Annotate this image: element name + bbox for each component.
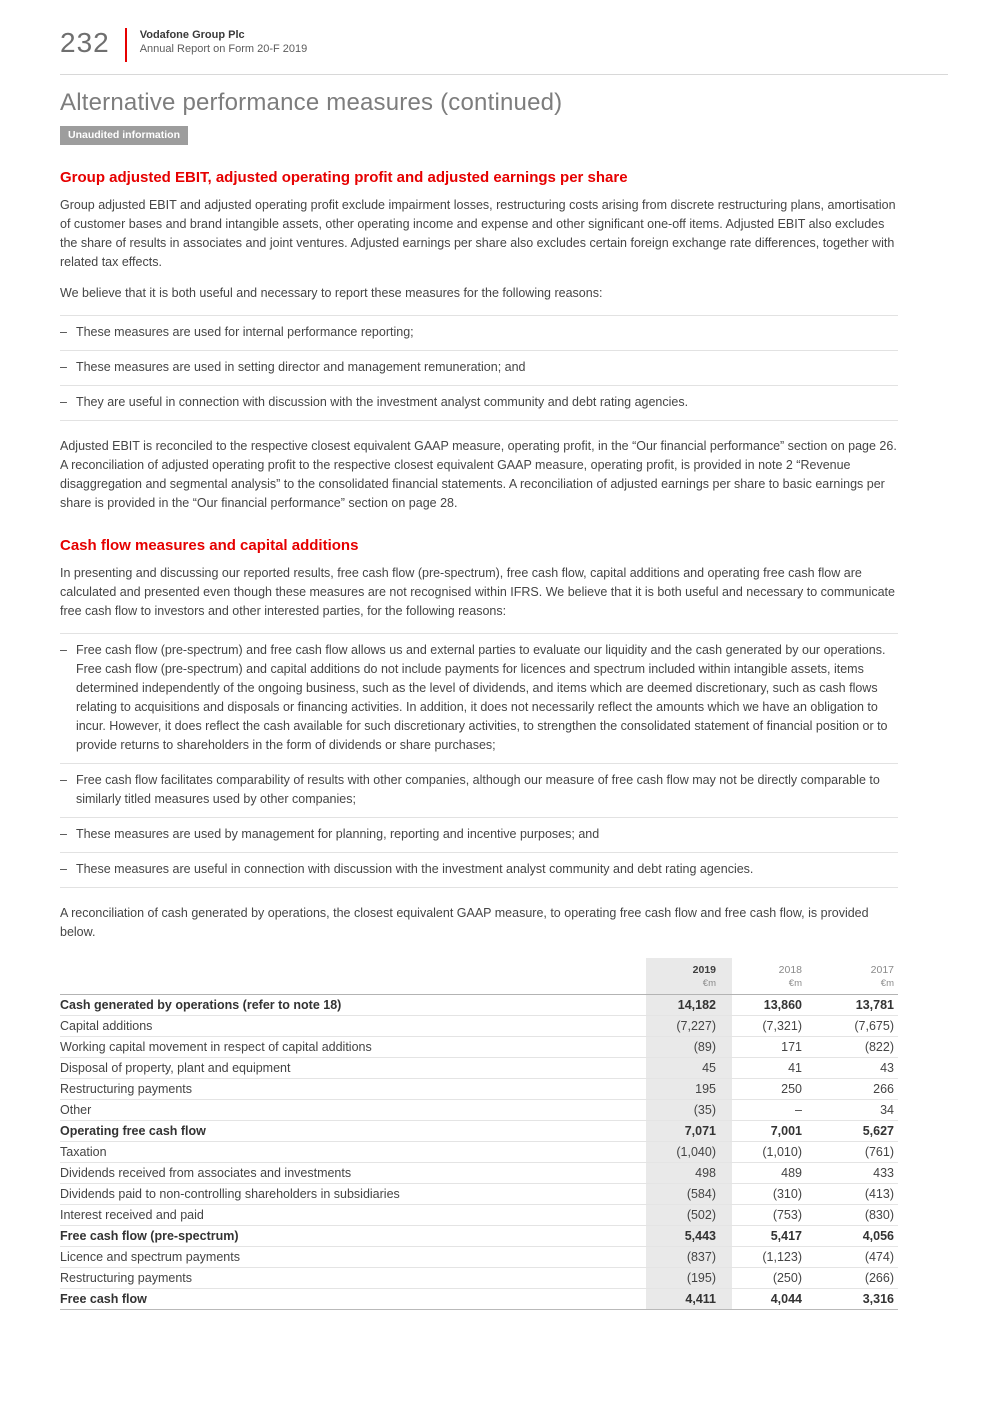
row-label: Working capital movement in respect of capital additions — [60, 1039, 372, 1054]
cell-2018: (250) — [772, 1270, 802, 1285]
page-content — [60, 169, 898, 1310]
bullet-text: These measures are used by management for planning, reporting and incentive purposes; and — [75, 827, 600, 841]
cell-2019: 5,443 — [646, 1225, 732, 1246]
cell-2017: (413) — [864, 1186, 894, 1201]
table-header — [60, 958, 898, 994]
cell-2019: 7,071 — [646, 1120, 732, 1141]
cell-2018: 7,001 — [770, 1123, 802, 1138]
cell-2017: (761) — [864, 1144, 894, 1159]
row-label: Interest received and paid — [60, 1207, 204, 1222]
page-header — [60, 26, 948, 62]
cell-2017: (266) — [864, 1270, 894, 1285]
cell-2018: (753) — [772, 1207, 802, 1222]
dash-bullet-icon: – — [60, 395, 67, 409]
year-label: 2019 — [692, 964, 716, 976]
unit-label: €m — [880, 977, 894, 989]
column-header-2017 — [818, 958, 898, 994]
column-header-2018 — [732, 958, 818, 994]
paragraph: Adjusted EBIT is reconciled to the respective closest equivalent GAAP measure, operating profit, in the “Our financial performance” section on page 26. A reconciliation of adjusted operating profit to the respective closest equivalent GAAP measure, operating profit, is provided in note 2 “Revenue disaggregation and segmental analysis” to the consolidated financial statements. A reconciliation of adjusted earnings per share to basic earnings per share is provided in the “Our financial performance” section on page 28. — [60, 439, 897, 510]
unit-label: €m — [788, 977, 802, 989]
table-row — [60, 1225, 898, 1246]
cell-2018: 4,044 — [770, 1291, 802, 1306]
paragraph: We believe that it is both useful and necessary to report these measures for the following reasons: — [60, 286, 603, 300]
row-label: Licence and spectrum payments — [60, 1249, 240, 1264]
page-number: 232 — [60, 27, 110, 58]
table-row — [60, 1204, 898, 1225]
row-label: Free cash flow (pre-spectrum) — [60, 1228, 239, 1243]
cell-2019: (837) — [646, 1246, 732, 1267]
bullet-text: They are useful in connection with discussion with the investment analyst community and debt rating agencies. — [75, 395, 689, 409]
row-label: Dividends received from associates and investments — [60, 1165, 352, 1180]
unit-label: €m — [702, 977, 716, 989]
table-row — [60, 1246, 898, 1267]
company-name: Vodafone Group Plc — [139, 29, 245, 41]
cell-2019: 195 — [646, 1078, 732, 1099]
table-row — [60, 1141, 898, 1162]
table-row — [60, 1120, 898, 1141]
report-name: Annual Report on Form 20-F 2019 — [139, 43, 308, 55]
cell-2017: 43 — [880, 1060, 894, 1075]
paragraph: A reconciliation of cash generated by operations, the closest equivalent GAAP measure, to operating free cash flow and free cash flow, is provided below. — [60, 906, 869, 939]
section-group-adjusted-ebit — [60, 169, 898, 513]
table-row — [60, 1183, 898, 1204]
row-label: Dividends paid to non-controlling shareholders in subsidiaries — [60, 1186, 400, 1201]
cell-2019: (35) — [646, 1099, 732, 1120]
section-cash-flow-measures — [60, 537, 898, 942]
header-text — [140, 26, 308, 55]
row-label: Taxation — [60, 1144, 107, 1159]
cell-2018: 41 — [788, 1060, 802, 1075]
cell-2019: (1,040) — [646, 1141, 732, 1162]
row-label: Restructuring payments — [60, 1270, 193, 1285]
paragraph: In presenting and discussing our reported results, free cash flow (pre-spectrum), free cash flow, capital additions and operating free cash flow are calculated and presented even though these measures are not recognised within IFRS. We believe that it is both useful and necessary to communicate free cash flow to investors and other interested parties, for the following reasons: — [60, 566, 895, 618]
bullet-text: These measures are used for internal performance reporting; — [75, 325, 414, 339]
table-row — [60, 1015, 898, 1036]
cell-2018: 489 — [781, 1165, 802, 1180]
cell-2019: (502) — [646, 1204, 732, 1225]
red-accent-bar — [125, 28, 127, 62]
cell-2017: 34 — [880, 1102, 894, 1117]
row-label: Operating free cash flow — [60, 1123, 206, 1138]
cell-2019: (584) — [646, 1183, 732, 1204]
row-label: Restructuring payments — [60, 1081, 193, 1096]
section-heading: Group adjusted EBIT, adjusted operating profit and adjusted earnings per share — [60, 169, 628, 186]
table-row — [60, 1162, 898, 1183]
cell-2018: (1,010) — [762, 1144, 802, 1159]
year-label: 2017 — [870, 964, 894, 976]
cell-2017: 5,627 — [862, 1123, 894, 1138]
empty-header-cell — [60, 958, 646, 994]
header-rule — [60, 74, 948, 75]
bullet-list — [60, 315, 898, 421]
cell-2019: 45 — [646, 1057, 732, 1078]
section-heading: Cash flow measures and capital additions — [60, 537, 359, 554]
dash-bullet-icon: – — [60, 827, 67, 841]
cell-2018: (310) — [772, 1186, 802, 1201]
list-item — [60, 385, 898, 420]
bullet-text: Free cash flow facilitates comparability of results with other companies, although our measure of free cash flow may not be directly comparable to similarly titled measures used by other companies; — [75, 773, 880, 806]
list-item — [60, 852, 898, 887]
dash-bullet-icon: – — [60, 862, 67, 876]
table-row — [60, 994, 898, 1015]
cell-2017: 13,781 — [855, 997, 894, 1012]
cell-2017: (822) — [864, 1039, 894, 1054]
list-item — [60, 817, 898, 852]
row-label: Free cash flow — [60, 1291, 147, 1306]
bullet-text: These measures are useful in connection with discussion with the investment analyst community and debt rating agencies. — [75, 862, 754, 876]
table-row — [60, 1057, 898, 1078]
row-label: Capital additions — [60, 1018, 153, 1033]
table-row — [60, 1078, 898, 1099]
row-label: Cash generated by operations (refer to note 18) — [60, 997, 342, 1012]
table-row — [60, 1099, 898, 1120]
bullet-list — [60, 633, 898, 888]
row-label: Other — [60, 1102, 92, 1117]
dash-bullet-icon: – — [60, 643, 67, 657]
cell-2017: (7,675) — [854, 1018, 894, 1033]
paragraph: Group adjusted EBIT and adjusted operating profit exclude impairment losses, restructuring costs arising from discrete restructuring plans, amortisation of customer bases and brand intangible assets, other operating income and expense and other significant one-off items. Adjusted EBIT also excludes the share of results in associates and joint ventures. Adjusted earnings per share also excludes certain foreign exchange rate differences, together with related tax effects. — [60, 198, 896, 269]
list-item — [60, 350, 898, 385]
cell-2017: (474) — [864, 1249, 894, 1264]
cell-2019: (89) — [646, 1036, 732, 1057]
cell-2017: 266 — [873, 1081, 894, 1096]
cell-2017: 3,316 — [862, 1291, 894, 1306]
unaudited-badge: Unaudited information — [60, 126, 188, 145]
dash-bullet-icon: – — [60, 773, 67, 787]
cell-2019: (195) — [646, 1267, 732, 1288]
table-body — [60, 994, 898, 1309]
dash-bullet-icon: – — [60, 325, 67, 339]
cell-2018: – — [795, 1102, 802, 1117]
list-item — [60, 763, 898, 817]
cell-2018: 5,417 — [770, 1228, 802, 1243]
table-row — [60, 1288, 898, 1309]
list-item — [60, 633, 898, 763]
column-header-2019 — [646, 958, 732, 994]
list-item — [60, 315, 898, 350]
row-label: Disposal of property, plant and equipment — [60, 1060, 291, 1075]
cell-2018: (7,321) — [762, 1018, 802, 1033]
page-title: Alternative performance measures (continued) — [60, 89, 563, 116]
cell-2017: 4,056 — [862, 1228, 894, 1243]
cash-flow-reconciliation-table — [60, 958, 898, 1310]
cell-2018: 13,860 — [763, 997, 802, 1012]
cell-2018: (1,123) — [762, 1249, 802, 1264]
cell-2019: 14,182 — [646, 994, 732, 1015]
cell-2018: 250 — [781, 1081, 802, 1096]
dash-bullet-icon: – — [60, 360, 67, 374]
table-header-row — [60, 958, 898, 994]
cell-2017: (830) — [864, 1207, 894, 1222]
cell-2017: 433 — [873, 1165, 894, 1180]
cell-2019: 4,411 — [646, 1288, 732, 1309]
bullet-text: These measures are used in setting director and management remuneration; and — [75, 360, 526, 374]
cell-2018: 171 — [781, 1039, 802, 1054]
year-label: 2018 — [778, 964, 802, 976]
bullet-text: Free cash flow (pre-spectrum) and free cash flow allows us and external parties to evaluate our liquidity and the cash generated by our operations. Free cash flow (pre-spectrum) and capital additions do not include payments for licences and spectrum included within intangible assets, items determined independently of the ongoing business, such as the level of dividends, and items which are deemed discretionary, such as cash flows relating to acquisitions and disposals or financing activities. In addition, it does not necessarily reflect the amounts which we have an obligation to incur. However, it does reflect the cash available for such discretionary activities, to strengthen the consolidated statement of financial position or to provide returns to shareholders in the form of dividends or share purchases; — [75, 643, 888, 752]
table-row — [60, 1267, 898, 1288]
cell-2019: (7,227) — [646, 1015, 732, 1036]
table-row — [60, 1036, 898, 1057]
cell-2019: 498 — [646, 1162, 732, 1183]
